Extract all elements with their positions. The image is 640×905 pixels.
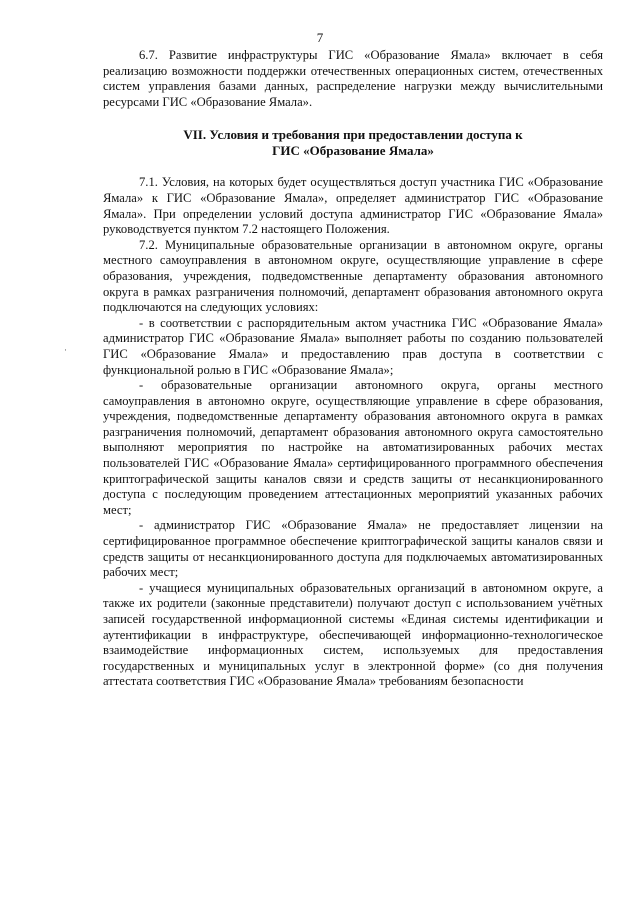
page-number: 7 (316, 30, 324, 45)
margin-mark: · (64, 345, 67, 355)
list-item-students-access: - учащиеся муниципальных образовательных организаций в автономном округе, а также их родители (законные представители) получают доступ с использованием учётных записей государственной информационной системы «Единая системы идентификации и аутентификации в инфраструктуре, обеспечивающей информационно-технологическое взаимодействие информационных систем, используемых для предоставления государственных и муниципальных услуг в электронной форме» (со дня получения аттестата соответствия ГИС «Образование Ямала» требованиям безопасности (103, 580, 603, 689)
section-heading-line-1: VII. Условия и требования при предоставлении доступа к (183, 127, 523, 143)
list-item-access-rights: - в соответствии с распорядительным актом участника ГИС «Образование Ямала» администратор ГИС «Образование Ямала» выполняет работы по созданию пользователей ГИС «Образование Ямала» и предоставлению прав доступа в соответствии с функциональной ролью в ГИС «Образование Ямала»; (103, 315, 603, 377)
paragraph-7-1: 7.1. Условия, на которых будет осуществляться доступ участника ГИС «Образование Ямала» к ГИС «Образование Ямала», определяет администратор ГИС «Образование Ямала». При определении условий доступа администратор ГИС «Образование Ямала» руководствуется пунктом 7.2 настоящего Положения. (103, 175, 603, 237)
document-body (103, 48, 603, 690)
section-heading (123, 127, 583, 159)
list-item-licenses: - администратор ГИС «Образование Ямала» не предоставляет лицензии на сертифицированное программное обеспечение криптографической защиты каналов связи и средств защиты от несанкционированного доступа для подключаемых автоматизированных рабочих мест; (103, 518, 603, 580)
list-item-self-setup: - образовательные организации автономного округа, органы местного самоуправления в автономно округе, осуществляющие управление в сфере образования, учреждения, подведомственные департаменту образования автономного округа в рамках разграничения полномочий, департамент образования автономного округа самостоятельно выполняют мероприятия по настройке на автоматизированных рабочих местах пользователей ГИС «Образование Ямала» сертифицированного программного обеспечения криптографической защиты каналов связи и средств защиты от несанкционированного доступа с последующим проведением аттестационных мероприятий указанных рабочих мест; (103, 378, 603, 517)
paragraph-6-7: 6.7. Развитие инфраструктуры ГИС «Образование Ямала» включает в себя реализацию возможности поддержки отечественных операционных систем, отечественных систем управления базами данных, распределение нагрузки между вычислительными ресурсами ГИС «Образование Ямала». (103, 48, 603, 109)
section-heading-line-2: ГИС «Образование Ямала» (272, 143, 434, 159)
paragraph-7-2: 7.2. Муниципальные образовательные организации в автономном округе, органы местного самоуправления в автономном округе, осуществляющие управление в сфере образования, учреждения, подведомственные департаменту образования автономного округа в рамках разграничения полномочий, департамент образования автономного округа подключаются на следующих условиях: (103, 237, 603, 315)
